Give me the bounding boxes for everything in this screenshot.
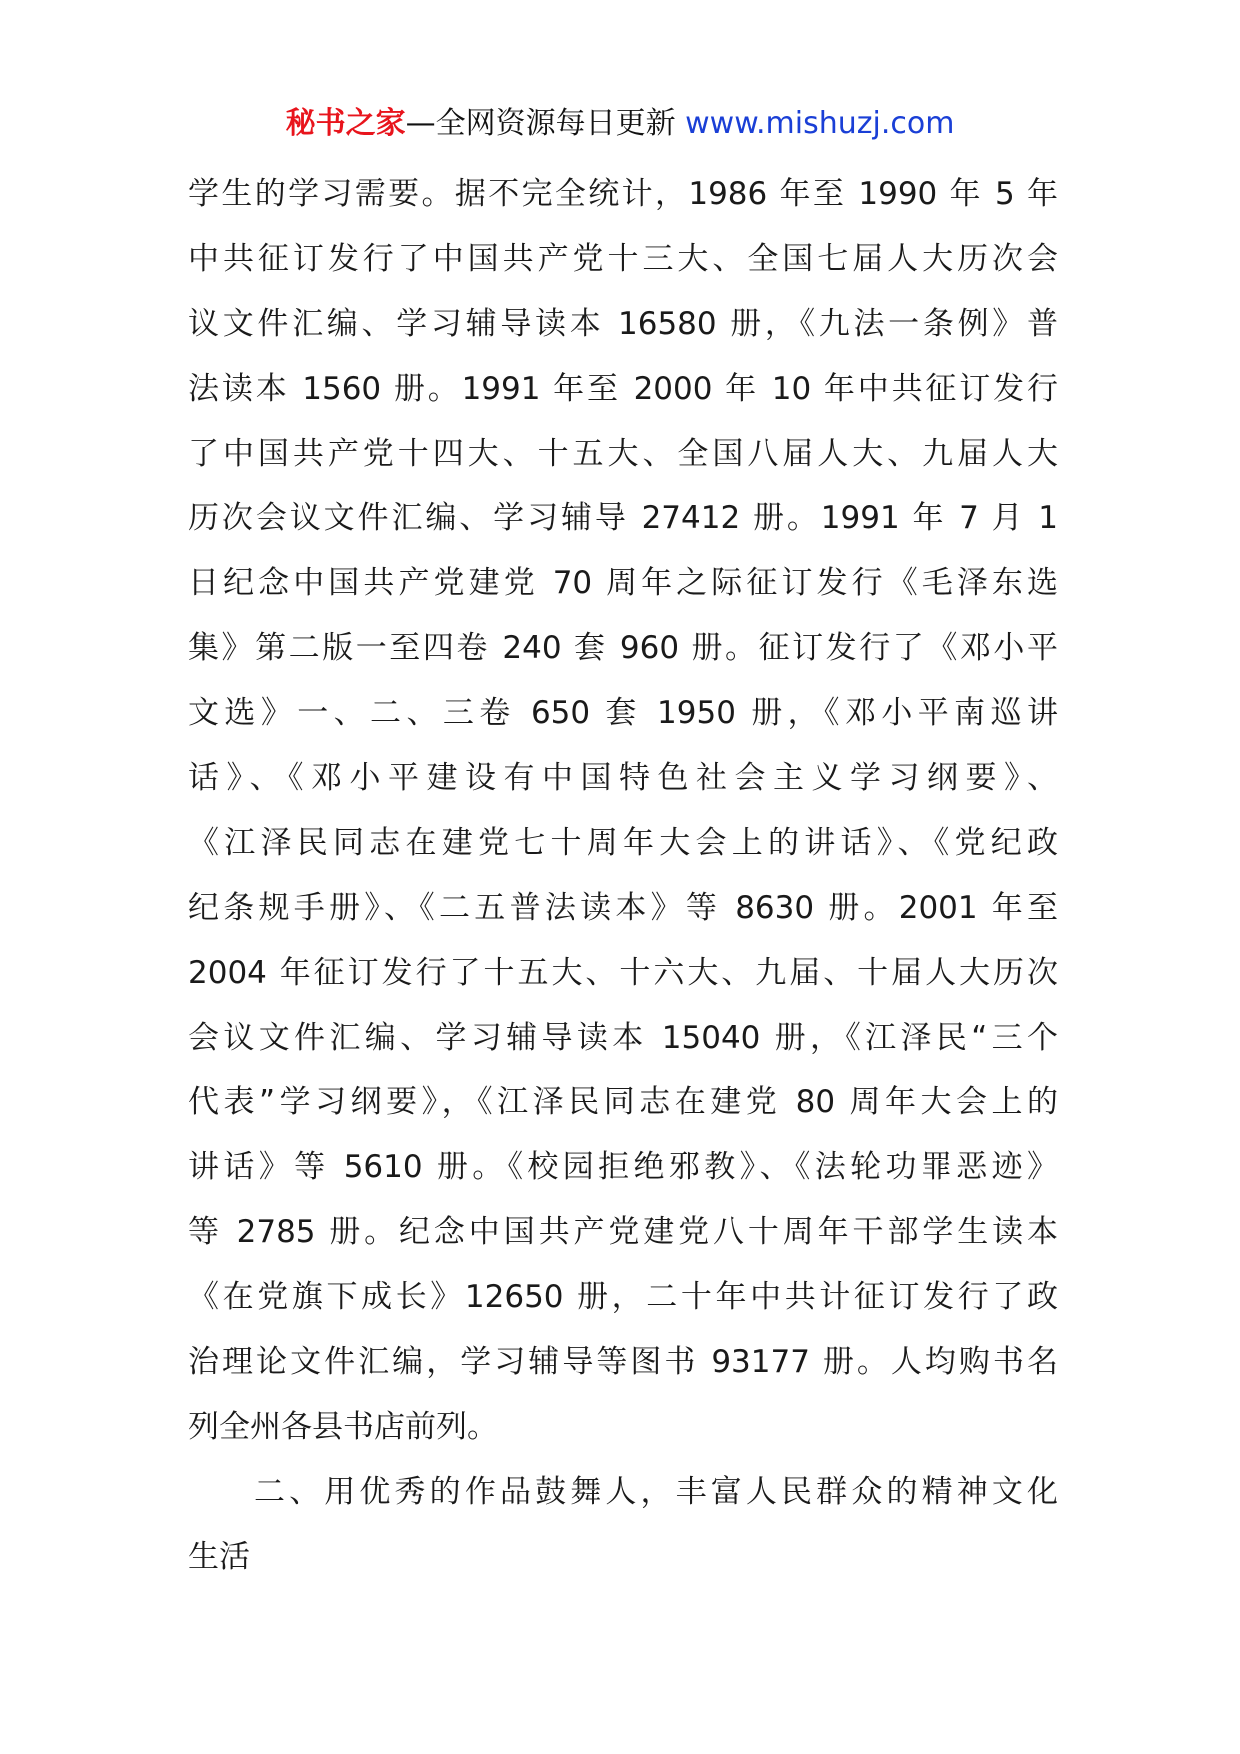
brand-name: 秘书之家: [285, 106, 406, 141]
text-line: 法读本 1560 册。1991 年至 2000 年 10 年中共征订发行: [188, 370, 1058, 407]
text-line: 2004 年征订发行了十五大、十六大、九届、十届人大历次: [188, 954, 1058, 991]
site-url: www.mishuzj.com: [685, 106, 955, 141]
text-line: 集》第二版一至四卷 240 套 960 册。征订发行了《邓小平: [188, 630, 1058, 667]
text-line: 《江泽民同志在建党七十周年大会上的讲话》、《党纪政: [188, 824, 1058, 861]
text-line: 会议文件汇编、学习辅导读本 15040 册，《江泽民“三个: [188, 1019, 1058, 1056]
watermark-header: [0, 102, 1240, 146]
text-line: 纪条规手册》、《二五普法读本》等 8630 册。2001 年至: [188, 889, 1058, 926]
text-line: 列全州各县书店前列。: [188, 1408, 498, 1445]
text-line: 代表”学习纲要》，《江泽民同志在建党 80 周年大会上的: [188, 1084, 1058, 1121]
text-line: 话》、《邓小平建设有中国特色社会主义学习纲要》、: [188, 760, 1058, 797]
text-line: 议文件汇编、学习辅导读本 16580 册，《九法一条例》普: [188, 305, 1058, 342]
section-heading: 二、用优秀的作品鼓舞人，丰富人民群众的精神文化: [254, 1473, 1058, 1510]
text-line: 日纪念中国共产党建党 70 周年之际征订发行《毛泽东选: [188, 565, 1058, 602]
text-line: 等 2785 册。纪念中国共产党建党八十周年干部学生读本: [188, 1214, 1058, 1251]
text-line: 历次会议文件汇编、学习辅导 27412 册。1991 年 7 月 1: [188, 500, 1058, 537]
header-tagline: —全网资源每日更新: [405, 106, 686, 141]
text-line: 讲话》等 5610 册。《校园拒绝邪教》、《法轮功罪恶迹》: [188, 1149, 1058, 1186]
text-line: 文选》一、二、三卷 650 套 1950 册，《邓小平南巡讲: [188, 695, 1058, 732]
text-line: 《在党旗下成长》12650 册，二十年中共计征订发行了政: [188, 1279, 1058, 1316]
section-heading-continuation: 生活: [188, 1538, 250, 1575]
text-line: 了中国共产党十四大、十五大、全国八届人大、九届人大: [188, 435, 1058, 472]
body-text: [188, 162, 1058, 1590]
text-line: 治理论文件汇编，学习辅导等图书 93177 册。人均购书名: [188, 1344, 1058, 1381]
text-line: 中共征订发行了中国共产党十三大、全国七届人大历次会: [188, 240, 1058, 277]
text-line: 学生的学习需要。据不完全统计，1986 年至 1990 年 5 年: [188, 176, 1058, 212]
